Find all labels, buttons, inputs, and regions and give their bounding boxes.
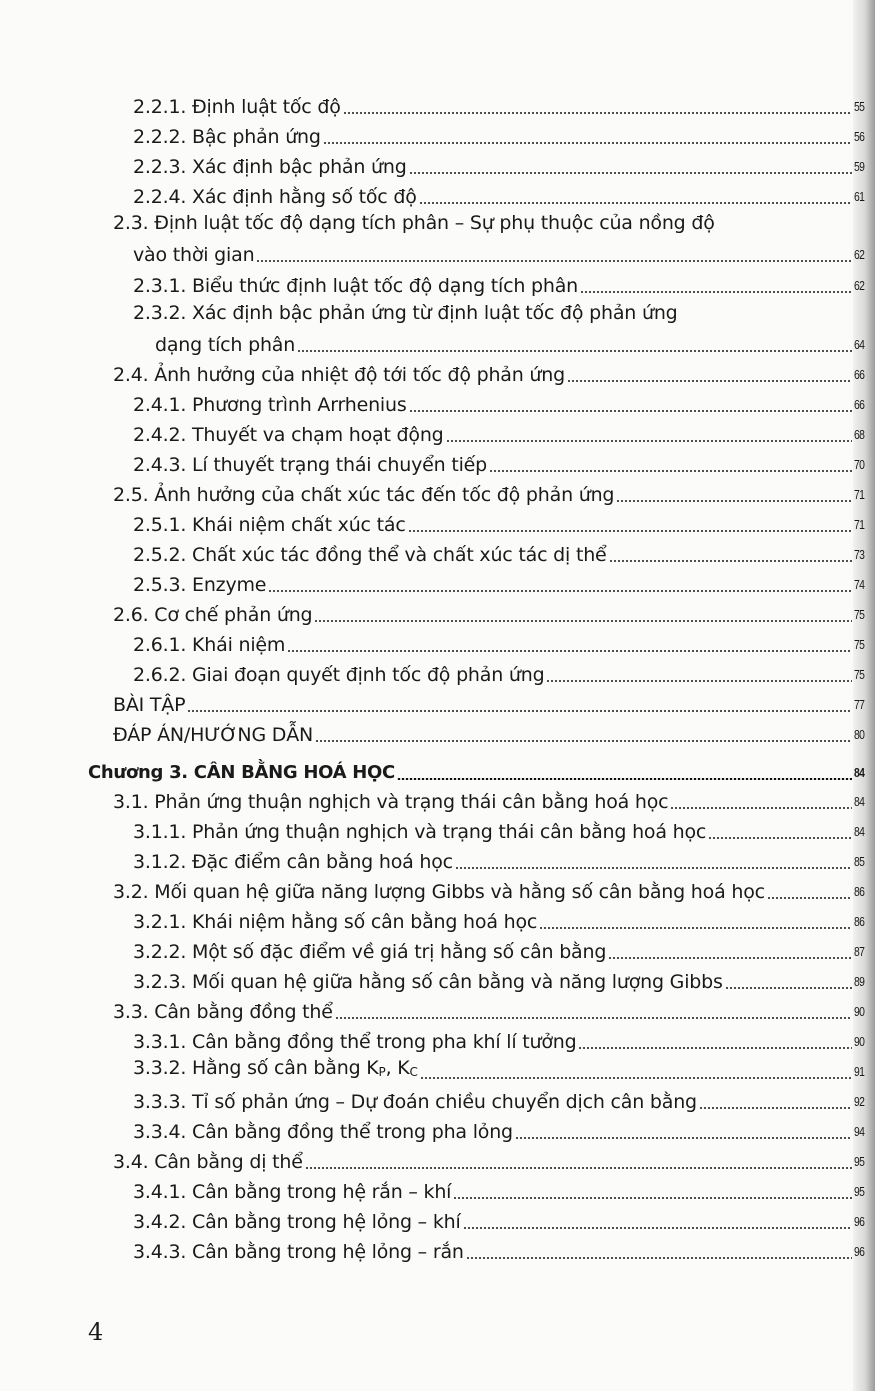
toc-entry-page: 61 [854, 189, 865, 204]
dot-leader [187, 710, 852, 712]
toc-entry-page: 91 [854, 1064, 865, 1079]
dot-leader [297, 350, 852, 352]
dot-leader [546, 680, 852, 682]
dot-leader [463, 1227, 852, 1229]
dot-leader [287, 650, 852, 652]
dot-leader [305, 1167, 852, 1169]
toc-entry-page: 59 [854, 159, 865, 174]
toc-entry [113, 1148, 868, 1174]
dot-leader [578, 1047, 852, 1049]
toc-entry-page: 95 [854, 1184, 865, 1199]
toc-entry [133, 272, 868, 298]
toc-entry-title: 2.5.1. Khái niệm chất xúc tác [133, 514, 406, 536]
dot-leader [515, 1137, 852, 1139]
dot-leader [725, 987, 852, 989]
toc-entry-title: vào thời gian [133, 244, 255, 266]
toc-entry-page: 90 [854, 1004, 865, 1019]
toc-entry [113, 481, 868, 507]
toc-entry-page: 75 [854, 637, 865, 652]
toc-entry-title: 3.1.1. Phản ứng thuận nghịch và trạng thái cân bằng hoá học [133, 821, 707, 843]
toc-entry-page: 89 [854, 974, 865, 989]
toc-entry [155, 331, 868, 357]
toc-entry-title: 3.2.1. Khái niệm hằng số cân bằng hoá học [133, 911, 538, 933]
toc-entry-title: ĐÁP ÁN/HƯỚNG DẪN [113, 724, 314, 746]
dot-leader [708, 837, 852, 839]
toc-entry-title: 3.2.3. Mối quan hệ giữa hằng số cân bằng và năng lượng Gibbs [133, 971, 723, 993]
dot-leader [670, 807, 852, 809]
toc-entry [113, 878, 868, 904]
dot-leader [489, 470, 852, 472]
chapter-heading [88, 759, 868, 785]
toc-entry-title [133, 1056, 418, 1084]
dot-leader [323, 142, 852, 144]
toc-entry-page: 71 [854, 487, 865, 502]
toc-entry [113, 721, 868, 747]
toc-entry-title: 3.1.2. Đặc điểm cân bằng hoá học [133, 851, 453, 873]
toc-entry-title: 3.2.2. Một số đặc điểm về giá trị hằng số cân bằng [133, 941, 607, 963]
dot-leader [466, 1257, 852, 1259]
toc-entry-title: 2.4.2. Thuyết va chạm hoạt động [133, 424, 444, 446]
toc-entry-title: 3.3.4. Cân bằng đồng thể trong pha lỏng [133, 1121, 513, 1143]
toc-entry-page: 96 [854, 1244, 865, 1259]
toc-entry-title: 2.3.1. Biểu thức định luật tốc độ dạng tích phân [133, 275, 579, 297]
toc-entry-page: 80 [854, 727, 865, 742]
dot-leader [616, 500, 852, 502]
toc-entry-title: dạng tích phân [155, 334, 296, 356]
toc-entry [133, 391, 868, 417]
toc-entry [133, 938, 868, 964]
toc-entry-page: 96 [854, 1214, 865, 1229]
dot-leader [539, 927, 852, 929]
toc-entry [133, 1208, 868, 1234]
toc-entry-page: 66 [854, 367, 865, 382]
toc-entry-page: 84 [854, 794, 865, 809]
toc-entry [133, 848, 868, 874]
toc-entry-title: 3.3. Cân bằng đồng thể [113, 1001, 333, 1023]
dot-leader [268, 590, 852, 592]
toc-entry-page: 71 [854, 517, 865, 532]
toc-entry-page: 74 [854, 577, 865, 592]
dot-leader [409, 172, 852, 174]
toc-entry-title: 2.6.2. Giai đoạn quyết định tốc độ phản ứng [133, 664, 545, 686]
toc-entry-title: 2.3.2. Xác định bậc phản ứng từ định luật tốc độ phản ứng [133, 302, 678, 324]
toc-entry-page: 55 [854, 99, 865, 114]
dot-leader [408, 530, 852, 532]
dot-leader [420, 1077, 852, 1079]
toc-entry-page: 62 [854, 278, 865, 293]
toc-entry-page: 64 [854, 337, 865, 352]
toc-entry-page: 84 [854, 824, 865, 839]
dot-leader [315, 740, 852, 742]
toc-entry [133, 183, 868, 209]
toc-entry [133, 1058, 868, 1084]
dot-leader [397, 778, 852, 781]
toc-entry-title: 2.6.1. Khái niệm [133, 634, 286, 656]
toc-entry-page: 56 [854, 129, 865, 144]
dot-leader [567, 380, 852, 382]
toc-entry-page: 92 [854, 1094, 865, 1109]
dot-leader [335, 1017, 852, 1019]
toc-entry [133, 968, 868, 994]
toc-entry [133, 421, 868, 447]
toc-entry-page: 75 [854, 607, 865, 622]
kc-prefix: , K [385, 1057, 410, 1079]
toc-entry [133, 511, 868, 537]
toc-entry-page: 95 [854, 1154, 865, 1169]
subscript-p: P [378, 1065, 386, 1079]
toc-entry-page: 73 [854, 547, 865, 562]
toc-entry-title: 2.2.2. Bậc phản ứng [133, 126, 321, 148]
dot-leader [256, 260, 852, 262]
toc-entry [133, 1028, 868, 1054]
toc-entry [113, 998, 868, 1024]
toc-entry-page: 94 [854, 1124, 865, 1139]
dot-leader [699, 1107, 852, 1109]
dot-leader [453, 1197, 852, 1199]
toc-entry [133, 908, 868, 934]
toc-entry [133, 1118, 868, 1144]
toc-entry-page: 87 [854, 944, 865, 959]
toc-entry-title: 2.2.3. Xác định bậc phản ứng [133, 156, 407, 178]
kp-kc-label: 3.3.2. Hằng số cân bằng K [133, 1057, 379, 1079]
toc-entry-title: 2.2.1. Định luật tốc độ [133, 96, 341, 118]
toc-entry-page: 84 [854, 765, 865, 780]
toc-entry-title: 3.4.3. Cân bằng trong hệ lỏng – rắn [133, 1241, 464, 1263]
toc-entry [133, 1088, 868, 1114]
subscript-c: C [409, 1065, 418, 1079]
toc-entry [133, 241, 868, 267]
dot-leader [767, 897, 852, 899]
toc-entry-title: 2.3. Định luật tốc độ dạng tích phân – Sự phụ thuộc của nồng độ [113, 212, 715, 234]
dot-leader [419, 202, 852, 204]
dot-leader [609, 560, 852, 562]
toc-entry-title: 2.2.4. Xác định hằng số tốc độ [133, 186, 417, 208]
dot-leader [314, 620, 852, 622]
toc-entry-title: 3.4. Cân bằng dị thể [113, 1151, 303, 1173]
toc-entry-title: 3.3.1. Cân bằng đồng thể trong pha khí lí tưởng [133, 1031, 577, 1053]
toc-entry [113, 601, 868, 627]
toc-entry-title: 2.4.1. Phương trình Arrhenius [133, 394, 407, 416]
toc-entry-title: 2.4.3. Lí thuyết trạng thái chuyển tiếp [133, 454, 488, 476]
toc-entry [133, 571, 868, 597]
toc-entry-title: 3.3.3. Tỉ số phản ứng – Dự đoán chiều chuyển dịch cân bằng [133, 1091, 697, 1113]
toc-entry-title: 2.5.3. Enzyme [133, 574, 267, 596]
toc-entry [133, 661, 868, 687]
dot-leader [343, 112, 852, 114]
toc-entry-page: 62 [854, 247, 865, 262]
dot-leader [446, 440, 852, 442]
toc-entry-title: 2.4. Ảnh hưởng của nhiệt độ tới tốc độ phản ứng [113, 364, 565, 386]
toc-entry-title: 2.6. Cơ chế phản ứng [113, 604, 313, 626]
toc-entry-title: 2.5. Ảnh hưởng của chất xúc tác đến tốc độ phản ứng [113, 484, 615, 506]
chapter-title: Chương 3. CÂN BẰNG HOÁ HỌC [88, 762, 395, 783]
toc-entry [133, 541, 868, 567]
toc-entry-page: 86 [854, 914, 865, 929]
toc-entry-page: 86 [854, 884, 865, 899]
toc-entry-page: 68 [854, 427, 865, 442]
page-number: 4 [88, 1318, 104, 1346]
toc-entry-title: 3.1. Phản ứng thuận nghịch và trạng thái cân bằng hoá học [113, 791, 669, 813]
toc-entry [133, 631, 868, 657]
toc-entry [113, 788, 868, 814]
toc-entry-page: 70 [854, 457, 865, 472]
dot-leader [580, 291, 852, 293]
toc-entry-title: 3.4.1. Cân bằng trong hệ rắn – khí [133, 1181, 452, 1203]
toc-entry-page: 66 [854, 397, 865, 412]
toc-entry-page: 90 [854, 1034, 865, 1049]
toc-entry-title: 2.5.2. Chất xúc tác đồng thể và chất xúc tác dị thể [133, 544, 607, 566]
toc-entry [133, 1238, 868, 1264]
toc-entry [133, 123, 868, 149]
dot-leader [409, 410, 852, 412]
toc-entry-page: 85 [854, 854, 865, 869]
toc-entry [133, 1178, 868, 1204]
toc-entry-title: 3.4.2. Cân bằng trong hệ lỏng – khí [133, 1211, 461, 1233]
toc-entry [133, 818, 868, 844]
toc-entry [113, 691, 868, 717]
toc-entry-title: BÀI TẬP [113, 694, 186, 716]
toc-entry-title: 3.2. Mối quan hệ giữa năng lượng Gibbs và hằng số cân bằng hoá học [113, 881, 765, 903]
toc-entry [113, 361, 868, 387]
toc-entry-page: 75 [854, 667, 865, 682]
toc-entry [133, 93, 868, 119]
toc-entry [133, 153, 868, 179]
toc-entry [133, 451, 868, 477]
toc-entry-page: 77 [854, 697, 865, 712]
dot-leader [455, 867, 852, 869]
dot-leader [608, 957, 852, 959]
